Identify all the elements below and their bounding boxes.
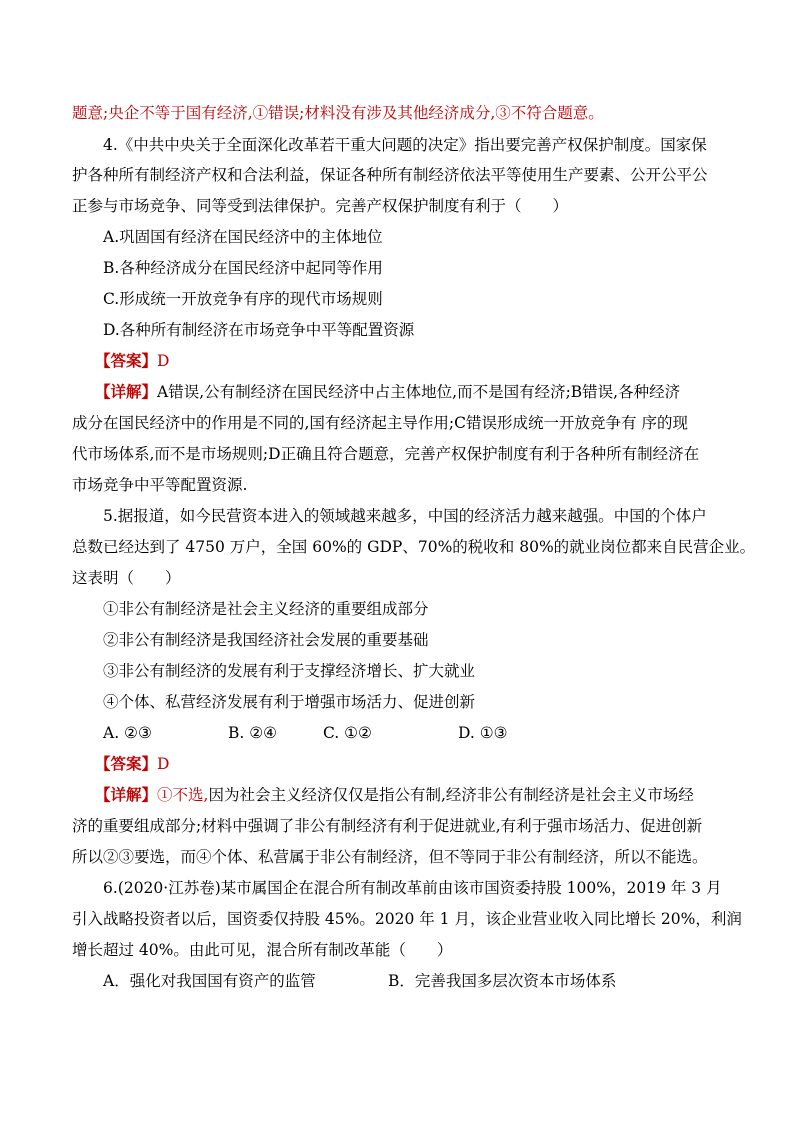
question-5-answer: [95, 754, 747, 774]
question-4-stem: 4.《中共中央关于全面深化改革若干重大问题的决定》指出要完善产权保护制度。国家保: [103, 136, 707, 154]
detail-label: 【详解】: [95, 785, 158, 804]
explanation-text: 题意;央企不等于国有经济,: [72, 104, 253, 122]
question-5-stem: 5.据报道，如今民营资本进入的领域越来越多，中国的经济活力越来越强。中国的个体户: [103, 507, 707, 525]
explanation-text: ①错误;材料没有涉及其他经济成分,③不符合题意。: [252, 104, 604, 122]
detail-label: 【详解】: [95, 382, 158, 401]
question-6-stem: 6.(2020·江苏卷)某市属国企在混合所有制改革前由该市国资委持股 100%，2019 年 3 月: [103, 879, 722, 897]
question-4-option-a: A.巩固国有经济在国民经济中的主体地位: [103, 228, 383, 246]
choice-a: A．强化对我国国有资产的监管: [103, 972, 316, 990]
question-4-option-c: C.形成统一开放竞争有序的现代市场规则: [103, 290, 383, 308]
choice-b: B. ②④: [228, 724, 278, 742]
question-4-stem: 护各种所有制经济产权和合法利益，保证各种所有制经济依法平等使用生产要素、公开公平公: [72, 166, 708, 184]
choice-a: A. ②③: [103, 724, 152, 742]
question-5-stem: 这表明（ ）: [72, 569, 181, 587]
detail-text: A错误,公有制经济在国民经济中占主体地位,而不是国有经济;B错误,各种经济: [157, 383, 681, 401]
question-4-stem: 正参与市场竞争、同等受到法律保护。完善产权保护制度有利于（ ）: [72, 197, 569, 215]
choice-c: C. ①②: [323, 724, 372, 742]
text-line: [72, 103, 724, 123]
question-5-statement-2: ②非公有制经济是我国经济社会发展的重要基础: [103, 631, 429, 649]
question-5-detail: [95, 785, 747, 805]
question-6-stem: 增长超过 40%。由此可见，混合所有制改革能（ ）: [72, 941, 453, 959]
question-5-stem: 总数已经达到了 4750 万户，全国 60%的 GDP、70%的税收和 80%的就业岗位都来自民营企业。: [72, 538, 756, 556]
answer-value: D: [157, 352, 170, 370]
question-4-detail: 市场竞争中平等配置资源.: [72, 476, 248, 494]
answer-label: 【答案】: [95, 754, 158, 773]
choice-b: B．完善我国多层次资本市场体系: [388, 972, 617, 990]
answer-value: D: [157, 755, 170, 773]
question-5-detail: 所以②③要选，而④个体、私营属于非公有制经济，但不等同于非公有制经济，所以不能选。: [72, 848, 708, 866]
question-6-stem: 引入战略投资者以后，国资委仅持股 45%。2020 年 1 月，该企业营业收入同比增长 20%，利润: [72, 910, 742, 928]
question-4-detail: 成分在国民经济中的作用是不同的,国有经济起主导作用;C错误形成统一开放竞争有 序的现: [72, 414, 688, 432]
choice-d: D. ①③: [458, 724, 508, 742]
question-6-choices: [103, 971, 755, 991]
question-5-choices: [103, 723, 755, 743]
detail-text: ①不选,: [157, 786, 209, 804]
detail-text: 因为社会主义经济仅仅是指公有制,经济非公有制经济是社会主义市场经: [208, 786, 694, 804]
question-5-statement-3: ③非公有制经济的发展有利于支撑经济增长、扩大就业: [103, 662, 476, 680]
question-4-option-b: B.各种经济成分在国民经济中起同等作用: [103, 259, 383, 277]
answer-label: 【答案】: [95, 351, 158, 370]
question-4-detail: [95, 382, 747, 402]
question-4-option-d: D.各种所有制经济在市场竞争中平等配置资源: [103, 321, 415, 339]
question-5-detail: 济的重要组成部分;材料中强调了非公有制经济有利于促进就业,有利于强市场活力、促进创新: [72, 817, 703, 835]
question-5-statement-1: ①非公有制经济是社会主义经济的重要组成部分: [103, 600, 429, 618]
question-4-detail: 代市场体系,而不是市场规则;D正确且符合题意，完善产权保护制度有利于各种所有制经济在: [72, 445, 700, 463]
question-4-answer: [95, 351, 747, 371]
question-5-statement-4: ④个体、私营经济发展有利于增强市场活力、促进创新: [103, 693, 476, 711]
